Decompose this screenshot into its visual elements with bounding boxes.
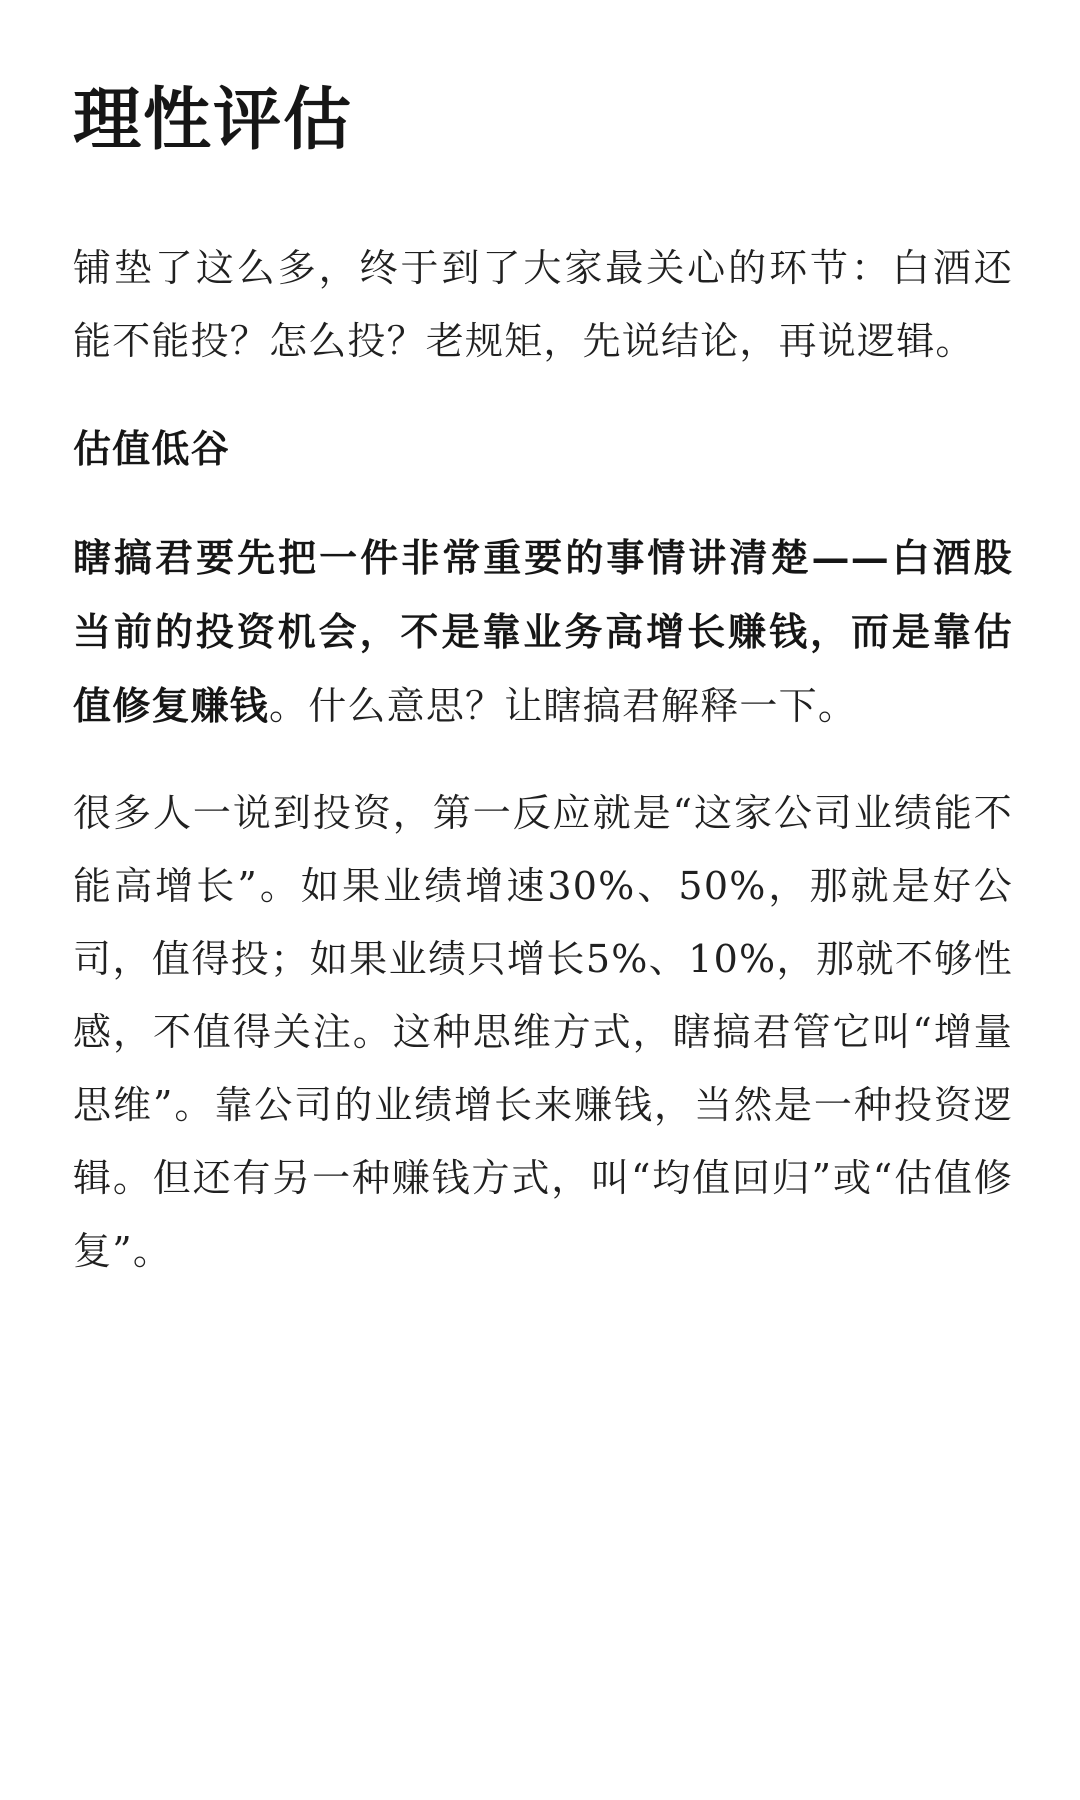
- key-point-emphasis: 瞎搞君要先把一件非常重要的事情讲清楚——白酒股当前的投资机会，不是靠业务高增长赚钱，而是靠估值修复赚钱: [73, 535, 1013, 728]
- section-heading: 估值低谷: [73, 426, 230, 471]
- intro-paragraph: 铺垫了这么多，终于到了大家最关心的环节：白酒还能不能投？怎么投？老规矩，先说结论，再说逻辑。: [73, 246, 1013, 363]
- key-point-continuation: 。什么意思？让瞎搞君解释一下。: [269, 684, 858, 728]
- explanation-paragraph: 很多人一说到投资，第一反应就是“这家公司业绩能不能高增长”。如果业绩增速30%、50%，那就是好公司，值得投；如果业绩只增长5%、10%，那就不够性感，不值得关注。这种思维方式，瞎搞君管它叫“增量思维”。靠公司的业绩增长来赚钱，当然是一种投资逻辑。但还有另一种赚钱方式，叫“均值回归”或“估值修复”。: [73, 791, 1013, 1273]
- article: [73, 70, 1013, 1322]
- article-title: 理性评估: [73, 80, 354, 160]
- key-point-paragraph: [73, 521, 1013, 743]
